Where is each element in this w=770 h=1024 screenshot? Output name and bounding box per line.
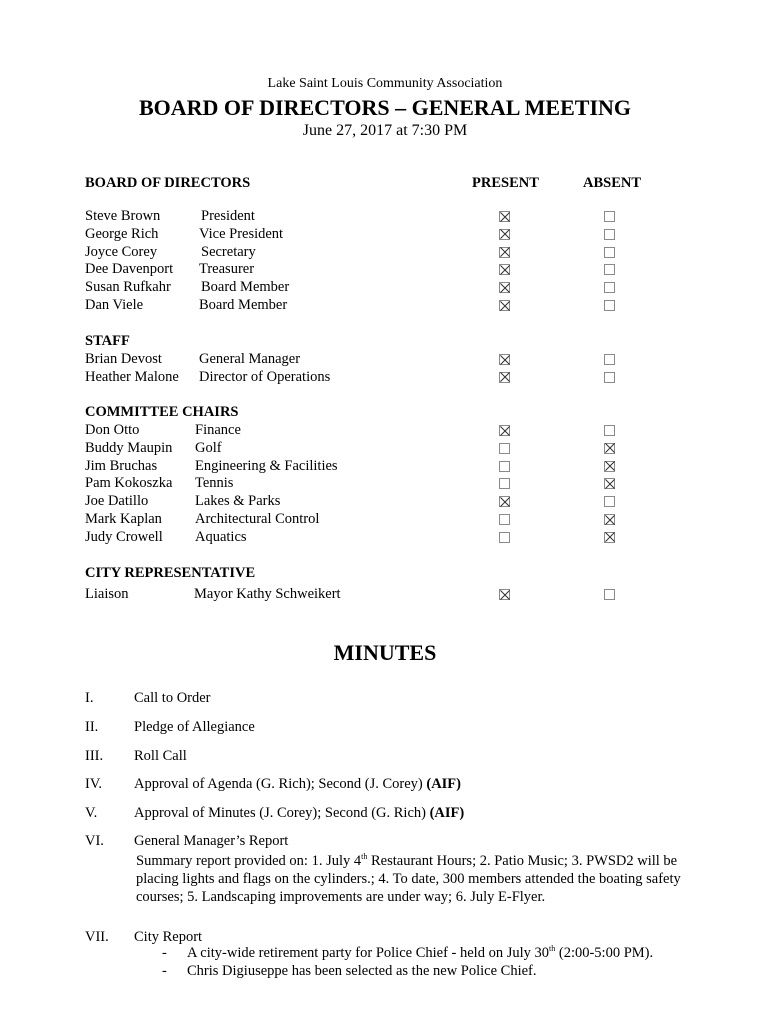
attendee-role: Vice President: [199, 225, 284, 242]
attendee-role: Aquatics: [195, 528, 247, 545]
minutes-item-number: V.: [85, 805, 98, 821]
minutes-item: [134, 776, 461, 793]
minutes-item-number: III.: [85, 748, 104, 764]
present-checkbox[interactable]: [499, 496, 510, 507]
attendee-name: Don Otto: [85, 422, 140, 438]
attendee-name: Dan Viele: [85, 297, 144, 313]
absent-checkbox[interactable]: [604, 300, 615, 311]
attendee-name: Liaison: [85, 586, 129, 602]
minutes-item-number: I.: [85, 690, 94, 706]
absent-checkbox[interactable]: [604, 443, 615, 454]
city-report-bullet-2-marker: -: [162, 963, 167, 979]
motion-result: (AIF): [429, 805, 465, 821]
absent-checkbox[interactable]: [604, 461, 615, 472]
absent-checkbox[interactable]: [604, 264, 615, 275]
minutes-item-number: IV.: [85, 776, 103, 792]
minutes-item-text: Call to Order: [134, 690, 211, 706]
section-title: CITY REPRESENTATIVE: [85, 565, 256, 581]
section-title: STAFF: [85, 333, 130, 349]
minutes-title: MINUTES: [333, 640, 437, 665]
present-checkbox[interactable]: [499, 372, 510, 383]
minutes-item-text: Approval of Agenda (G. Rich); Second (J. Corey): [134, 776, 427, 792]
attendee-role: Golf: [195, 439, 222, 456]
present-checkbox[interactable]: [499, 354, 510, 365]
city-report-bullet-1-sup: th: [549, 944, 556, 954]
minutes-item-number: II.: [85, 719, 99, 735]
attendee-role: Secretary: [201, 243, 256, 260]
present-checkbox[interactable]: [499, 425, 510, 436]
city-report-bullet-1-text: A city-wide retirement party for Police Chief - held on July 30: [187, 945, 550, 961]
present-checkbox[interactable]: [499, 532, 510, 543]
present-checkbox[interactable]: [499, 300, 510, 311]
attendee-name: Joe Datillo: [85, 493, 149, 510]
minutes-item-number: VI.: [85, 833, 104, 849]
attendee-name: Dee Davenport: [85, 261, 174, 278]
absent-column-header: ABSENT: [583, 175, 642, 191]
attendee-name: Mark Kaplan: [85, 511, 162, 527]
city-report-bullet-1-marker: -: [162, 945, 167, 961]
minutes-item: [134, 929, 202, 946]
absent-checkbox[interactable]: [604, 532, 615, 543]
attendee-role: Architectural Control: [195, 511, 320, 527]
minutes-item-number: VII.: [85, 929, 109, 945]
meeting-date: June 27, 2017 at 7:30 PM: [302, 122, 468, 139]
present-checkbox[interactable]: [499, 211, 510, 222]
minutes-item-text: General Manager’s Report: [134, 833, 289, 849]
gm-report-sup: th: [361, 852, 368, 862]
attendee-role: Finance: [195, 422, 241, 438]
attendee-name: Buddy Maupin: [85, 439, 173, 456]
present-checkbox[interactable]: [499, 443, 510, 454]
absent-checkbox[interactable]: [604, 354, 615, 365]
attendee-name: Brian Devost: [85, 351, 162, 367]
city-report-bullet-1: [187, 945, 653, 962]
attendee-role: General Manager: [199, 351, 301, 367]
attendee-name: George Rich: [85, 225, 159, 242]
attendee-role: Engineering & Facilities: [195, 457, 338, 474]
present-checkbox[interactable]: [499, 589, 510, 600]
attendee-name: Steve Brown: [85, 208, 161, 224]
attendee-role: Tennis: [195, 475, 234, 492]
attendee-role: Treasurer: [199, 261, 255, 278]
attendee-name: Susan Rufkahr: [85, 279, 171, 296]
absent-checkbox[interactable]: [604, 282, 615, 293]
gm-report-summary: [136, 852, 716, 906]
minutes-item-text: Roll Call: [134, 748, 187, 764]
attendee-role: Board Member: [199, 297, 288, 313]
section-title: COMMITTEE CHAIRS: [85, 404, 239, 420]
absent-checkbox[interactable]: [604, 514, 615, 525]
city-report-bullet-1-text-end: (2:00-5:00 PM).: [555, 945, 654, 961]
attendee-name: Pam Kokoszka: [85, 475, 173, 492]
present-checkbox[interactable]: [499, 514, 510, 525]
minutes-item-text: Pledge of Allegiance: [134, 719, 255, 735]
document-title: BOARD OF DIRECTORS – GENERAL MEETING: [138, 95, 632, 120]
absent-checkbox[interactable]: [604, 478, 615, 489]
attendee-role: Mayor Kathy Schweikert: [194, 586, 341, 602]
attendee-name: Joyce Corey: [85, 243, 158, 260]
minutes-item-text: Approval of Minutes (J. Corey); Second (G. Rich): [134, 805, 430, 821]
gm-report-text-2: Restaurant Hours; 2. Patio Music; 3. PWSD2 will be placing lights and flags on the cylinders.; 4. To date, 300 members attended the boating safety courses; 5. Landscaping improvements are under way; 6. July E-Flyer.: [136, 853, 681, 905]
absent-checkbox[interactable]: [604, 229, 615, 240]
attendee-name: Heather Malone: [85, 368, 179, 385]
attendee-role: Director of Operations: [199, 368, 331, 385]
present-checkbox[interactable]: [499, 461, 510, 472]
motion-result: (AIF): [426, 776, 461, 792]
city-report-bullet-2: Chris Digiuseppe has been selected as the new Police Chief.: [187, 963, 537, 979]
present-checkbox[interactable]: [499, 247, 510, 258]
minutes-item: [134, 833, 288, 850]
minutes-item: [134, 690, 211, 707]
minutes-item: [134, 748, 187, 765]
absent-checkbox[interactable]: [604, 372, 615, 383]
attendee-name: Judy Crowell: [85, 528, 163, 545]
attendee-name: Jim Bruchas: [85, 457, 158, 474]
present-checkbox[interactable]: [499, 264, 510, 275]
attendee-role: Board Member: [201, 279, 290, 296]
absent-checkbox[interactable]: [604, 589, 615, 600]
present-checkbox[interactable]: [499, 478, 510, 489]
absent-checkbox[interactable]: [604, 425, 615, 436]
absent-checkbox[interactable]: [604, 247, 615, 258]
minutes-item: [134, 719, 255, 736]
gm-report-text-1: Summary report provided on: 1. July 4: [136, 853, 362, 869]
absent-checkbox[interactable]: [604, 496, 615, 507]
attendee-role: President: [201, 208, 255, 224]
present-checkbox[interactable]: [499, 282, 510, 293]
organization-name: Lake Saint Louis Community Association: [267, 76, 503, 91]
minutes-item: [134, 805, 464, 822]
absent-checkbox[interactable]: [604, 211, 615, 222]
present-checkbox[interactable]: [499, 229, 510, 240]
attendee-role: Lakes & Parks: [195, 493, 281, 510]
minutes-item-text: City Report: [134, 929, 203, 945]
section-title-board: BOARD OF DIRECTORS: [85, 175, 251, 191]
present-column-header: PRESENT: [472, 175, 539, 191]
